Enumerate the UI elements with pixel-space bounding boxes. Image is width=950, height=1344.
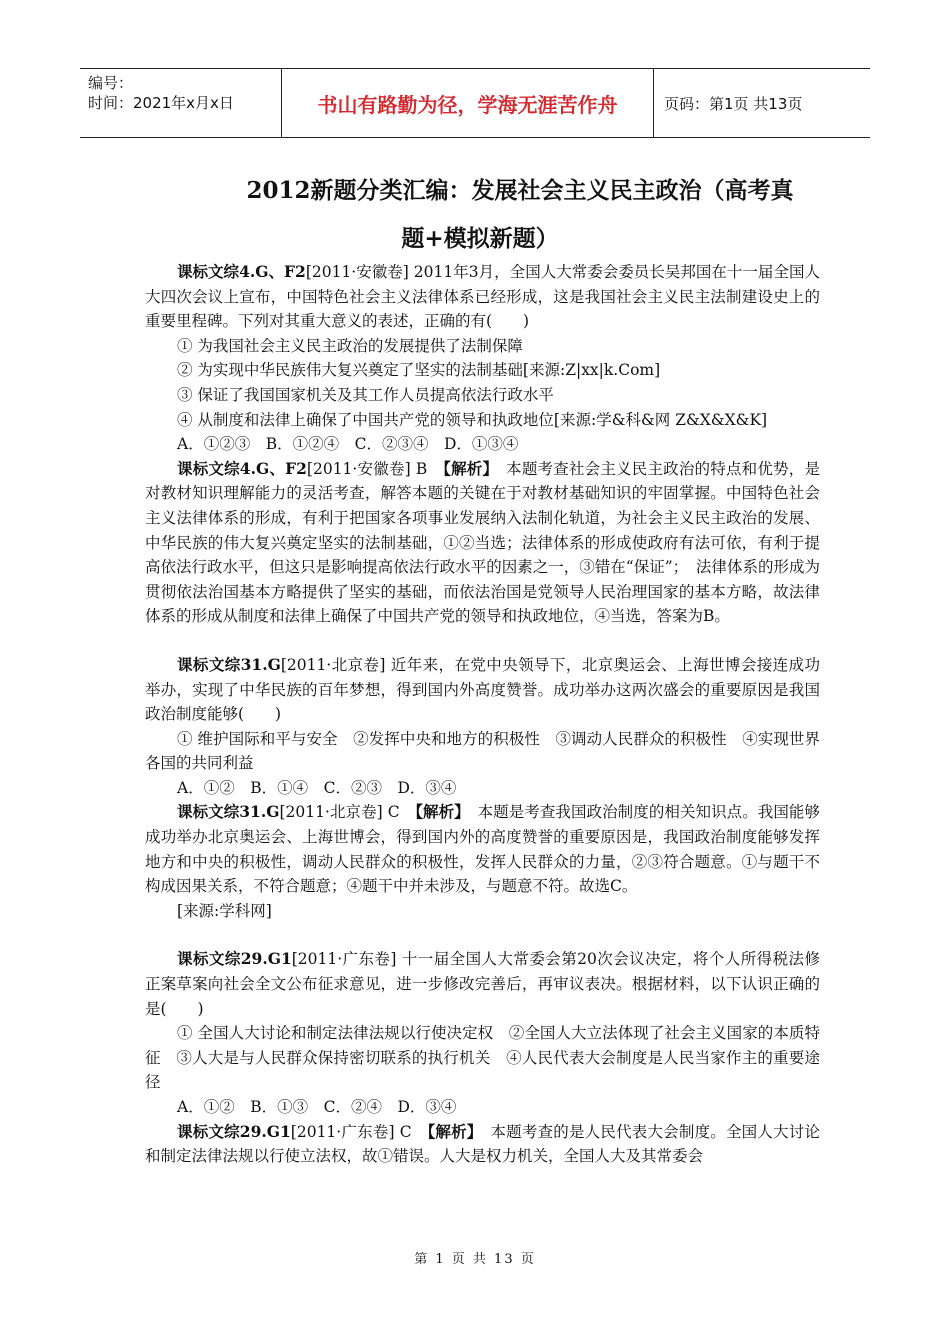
q2-choices: A．①② B．①④ C．②③ D．③④ (177, 778, 457, 797)
q1-option-3: ③ 保证了我国国家机关及其工作人员提高依法行政水平 (177, 385, 554, 404)
time-label: 时间：2021年x月x日 (88, 94, 234, 112)
q2-options: ① 维护国际和平与安全 ②发挥中央和地方的积极性 ③调动人民群众的积极性 ④实现世界各国的共同利益 (145, 729, 820, 773)
q2-source: [来源:学科网] (177, 901, 272, 920)
title-line-2: 题+模拟新题） (401, 225, 559, 252)
header-page-info: 页码：第1页 共13页 (664, 94, 803, 113)
q1-answer: 课标文综4.G、F2[2011·安徽卷] B 【解析】 本题考查社会主义民主政治的特点和优势，是对教材知识理解能力的灵活考查，解答本题的关键在于对教材基础知识的牢固掌握。中国特色社会主义法律体系的形成，有利于把国家各项事业发展纳入法制化轨道，为社会主义民主政治的发展、中华民族的伟大复兴奠定坚实的法制基础，①②当选；法律体系的形成使政府有法可依，有利于提高依法行政水平，但这只是影响提高依法行政水平的因素之一，③错在“保证”； 法律体系的形成为贯彻依法治国基本方略提供了坚实的基础，而依法治国是党领导人民治理国家的基本方略，故法律体系的形成从制度和法律上确保了中国共产党的领导和执政地位，④当选，答案为B。 (145, 458, 820, 626)
page-footer: 第 1 页 共 13 页 (414, 1252, 536, 1267)
q1-option-2: ② 为实现中华民族伟大复兴奠定了坚实的法制基础[来源:Z|xx|k.Com] (177, 361, 661, 380)
q3-stem: 课标文综29.G1[2011·广东卷] 十一届全国人大常委会第20次会议决定，将个人所得税法修正案草案向社会全文公布征求意见，进一步修改完善后，再审议表决。根据材料，以下认识正确的是( ) (145, 949, 820, 1018)
q1-stem: 课标文综4.G、F2[2011·安徽卷] 2011年3月，全国人大常委会委员长吴邦国在十一届全国人大四次会议上宣布，中国特色社会主义法律体系已经形成，这是我国社会主义民主法制建设史上的重要里程碑。下列对其重大意义的表述，正确的有( ) (145, 262, 820, 331)
q3-tag: 课标文综29.G1 (177, 949, 292, 969)
q3-options: ① 全国人大讨论和制定法律法规以行使决定权 ②全国人大立法体现了社会主义国家的本质特征 ③人大是与人民群众保持密切联系的执行机关 ④人民代表大会制度是人民当家作主的重要途径 (145, 1024, 820, 1092)
q1-choices: A．①②③ B．①②④ C．②③④ D．①③④ (177, 435, 519, 454)
title-line-1: 2012新题分类汇编：发展社会主义民主政治（高考真 (246, 177, 794, 204)
document-header (80, 68, 870, 138)
q1-option-4: ④ 从制度和法律上确保了中国共产党的领导和执政地位[来源:学&科&网 Z&X&X&K] (177, 410, 768, 429)
document-body (145, 260, 820, 1169)
number-label: 编号： (88, 74, 134, 92)
q1-option-1: ① 为我国社会主义民主政治的发展提供了法制保障 (177, 336, 523, 355)
header-meta (80, 69, 282, 137)
q2-tag: 课标文综31.G (177, 654, 281, 674)
q1-tag: 课标文综4.G、F2 (177, 262, 306, 281)
header-motto: 书山有路勤为径，学海无涯苦作舟 (282, 69, 654, 137)
q2-stem: 课标文综31.G[2011·北京卷] 近年来，在党中央领导下，北京奥运会、上海世博会接连成功举办，实现了中华民族的百年梦想，得到国内外高度赞誉。成功举办这两次盛会的重要原因是我国政治制度能够( ) (145, 654, 820, 724)
q3-answer: 课标文综29.G1[2011·广东卷] C 【解析】 本题考查的是人民代表大会制度。全国人大讨论和制定法律法规以行使立法权，故①错误。人大是权力机关，全国人大及其常委会 (145, 1121, 820, 1166)
q2-answer: 课标文综31.G[2011·北京卷] C 【解析】 本题是考查我国政治制度的相关知识点。我国能够成功举办北京奥运会、上海世博会，得到国内外的高度赞誉的重要原因是，我国政治制度能够发挥地方和中央的积极性，调动人民群众的积极性，发挥人民群众的力量，②③符合题意。①与题干不构成因果关系，不符合题意；④题干中并未涉及，与题意不符。故选C。 (145, 802, 820, 896)
q3-choices: A．①② B．①③ C．②④ D．③④ (177, 1098, 457, 1116)
